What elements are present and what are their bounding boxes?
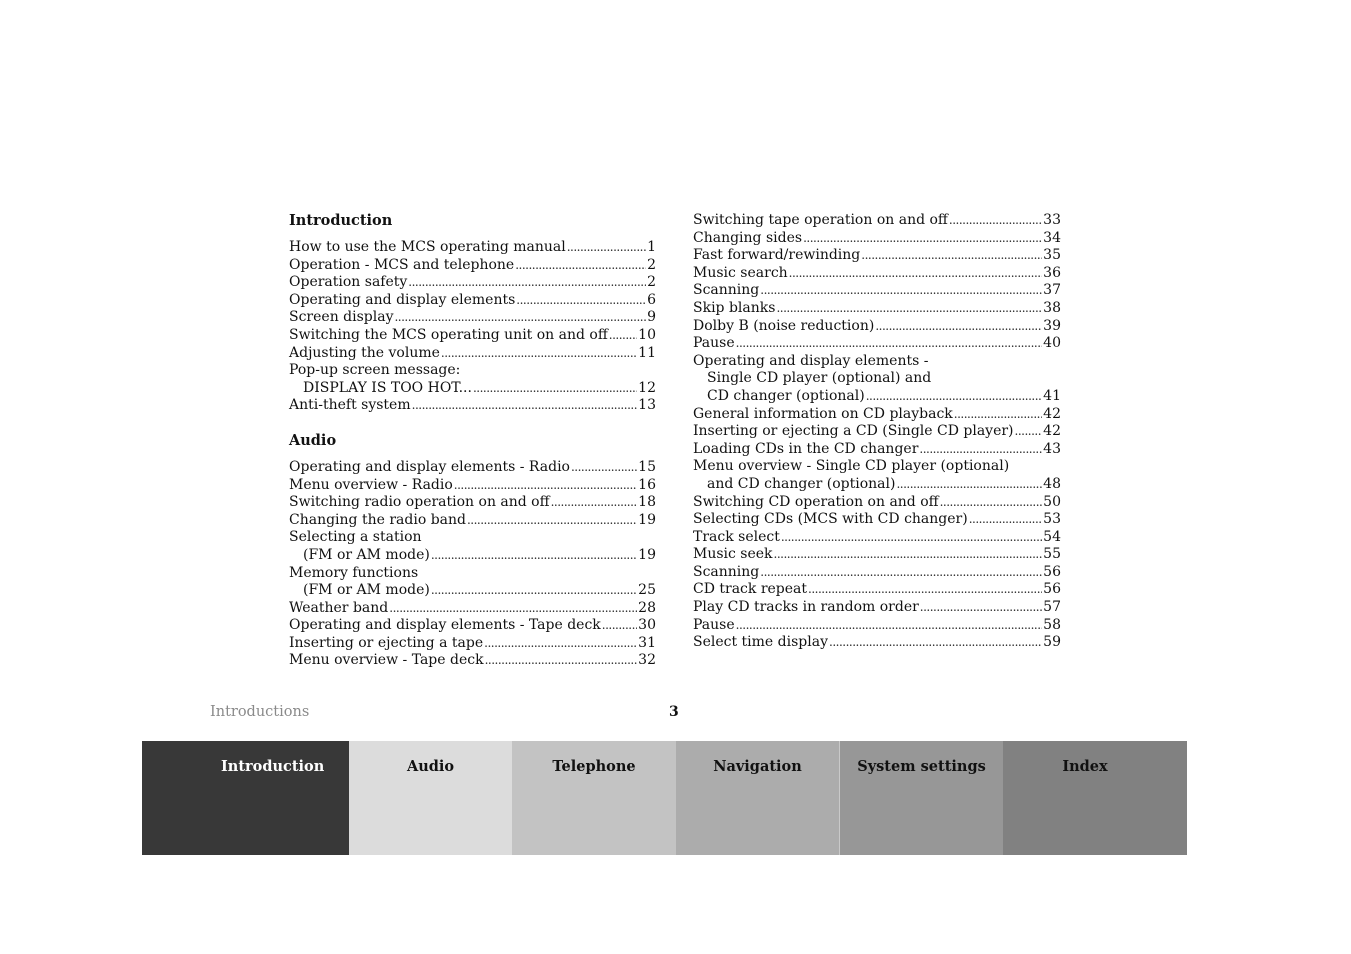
toc-entry[interactable]: Pause ..... 58 bbox=[693, 617, 1061, 635]
toc-entry[interactable]: Scanning ..... 56 bbox=[693, 564, 1061, 582]
tab-index[interactable]: Index bbox=[1003, 741, 1187, 855]
section-heading-introduction: Introduction bbox=[289, 212, 393, 229]
toc-entry[interactable]: Menu overview - Tape deck ..... 32 bbox=[289, 652, 656, 670]
toc-entry[interactable]: Operating and display elements ..... 6 bbox=[289, 292, 656, 310]
toc-entry[interactable]: Fast forward/rewinding ..... 35 bbox=[693, 247, 1061, 265]
toc-entry[interactable]: Switching radio operation on and off ..... 18 bbox=[289, 494, 656, 512]
toc-entry[interactable]: General information on CD playback ..... 42 bbox=[693, 406, 1061, 424]
toc-entry[interactable]: DISPLAY IS TOO HOT... ..... 12 bbox=[289, 380, 656, 398]
toc-entry[interactable]: Pause ..... 40 bbox=[693, 335, 1061, 353]
toc-entry[interactable]: and CD changer (optional) ..... 48 bbox=[693, 476, 1061, 494]
tab-audio[interactable]: Audio bbox=[349, 741, 512, 855]
toc-entry[interactable]: Scanning ..... 37 bbox=[693, 282, 1061, 300]
toc-entry[interactable]: Adjusting the volume ..... 11 bbox=[289, 345, 656, 363]
page-number: 3 bbox=[669, 704, 679, 720]
toc-entry-continued: Memory functions bbox=[289, 564, 419, 581]
toc-entry[interactable]: Operation safety ..... 2 bbox=[289, 274, 656, 292]
tab-telephone[interactable]: Telephone bbox=[512, 741, 676, 855]
tab-system-settings[interactable]: System settings bbox=[839, 741, 1003, 855]
toc-entry-continued: Operating and display elements - bbox=[693, 352, 929, 369]
toc-entry[interactable]: (FM or AM mode) ..... 19 bbox=[289, 547, 656, 565]
toc-entry-continued: Single CD player (optional) and bbox=[707, 370, 932, 387]
toc-entry[interactable]: Weather band ..... 28 bbox=[289, 600, 656, 618]
toc-entry[interactable]: Changing sides ..... 34 bbox=[693, 230, 1061, 248]
toc-entry[interactable]: Track select ..... 54 bbox=[693, 529, 1061, 547]
toc-entry[interactable]: Play CD tracks in random order ..... 57 bbox=[693, 599, 1061, 617]
toc-entry[interactable]: Anti-theft system ..... 13 bbox=[289, 397, 656, 415]
toc-entry[interactable]: Switching the MCS operating unit on and off ..... 10 bbox=[289, 327, 656, 345]
chapter-tab-bar bbox=[142, 741, 1187, 855]
toc-entry[interactable]: How to use the MCS operating manual ..... 1 bbox=[289, 239, 656, 257]
toc-left-column bbox=[289, 212, 656, 670]
toc-entry[interactable]: Inserting or ejecting a tape ..... 31 bbox=[289, 635, 656, 653]
toc-entry-continued: Selecting a station bbox=[289, 529, 422, 546]
toc-entry[interactable]: Menu overview - Radio ..... 16 bbox=[289, 477, 656, 495]
toc-entry-continued: Menu overview - Single CD player (optional) bbox=[693, 458, 1010, 475]
toc-entry[interactable]: Screen display ..... 9 bbox=[289, 309, 656, 327]
toc-entry[interactable]: Switching tape operation on and off ..... 33 bbox=[693, 212, 1061, 230]
toc-right-column bbox=[693, 212, 1061, 652]
toc-entry[interactable]: Music search ..... 36 bbox=[693, 265, 1061, 283]
toc-entry-continued: Pop-up screen message: bbox=[289, 362, 461, 379]
toc-entry[interactable]: Operation - MCS and telephone ..... 2 bbox=[289, 257, 656, 275]
toc-entry[interactable]: Selecting CDs (MCS with CD changer) ..... 53 bbox=[693, 511, 1061, 529]
section-heading-audio: Audio bbox=[289, 431, 337, 449]
tab-navigation[interactable]: Navigation bbox=[676, 741, 839, 855]
toc-entry[interactable]: Music seek ..... 55 bbox=[693, 546, 1061, 564]
toc-entry[interactable]: Inserting or ejecting a CD (Single CD player) ..... 42 bbox=[693, 423, 1061, 441]
toc-entry[interactable]: CD track repeat ..... 56 bbox=[693, 581, 1061, 599]
toc-entry[interactable]: Switching CD operation on and off ..... 50 bbox=[693, 494, 1061, 512]
footer-section-label: Introductions bbox=[210, 704, 310, 720]
toc-entry[interactable]: CD changer (optional) ..... 41 bbox=[693, 388, 1061, 406]
toc-entry[interactable]: Changing the radio band ..... 19 bbox=[289, 512, 656, 530]
toc-entry[interactable]: (FM or AM mode) ..... 25 bbox=[289, 582, 656, 600]
toc-entry[interactable]: Dolby B (noise reduction) ..... 39 bbox=[693, 318, 1061, 336]
toc-entry[interactable]: Skip blanks ..... 38 bbox=[693, 300, 1061, 318]
toc-entry[interactable]: Operating and display elements - Radio ..... 15 bbox=[289, 459, 656, 477]
toc-entry[interactable]: Operating and display elements - Tape deck ..... 30 bbox=[289, 617, 656, 635]
toc-entry[interactable]: Select time display ..... 59 bbox=[693, 634, 1061, 652]
toc-entry[interactable]: Loading CDs in the CD changer ..... 43 bbox=[693, 441, 1061, 459]
tab-introduction[interactable]: Introduction bbox=[142, 741, 349, 855]
